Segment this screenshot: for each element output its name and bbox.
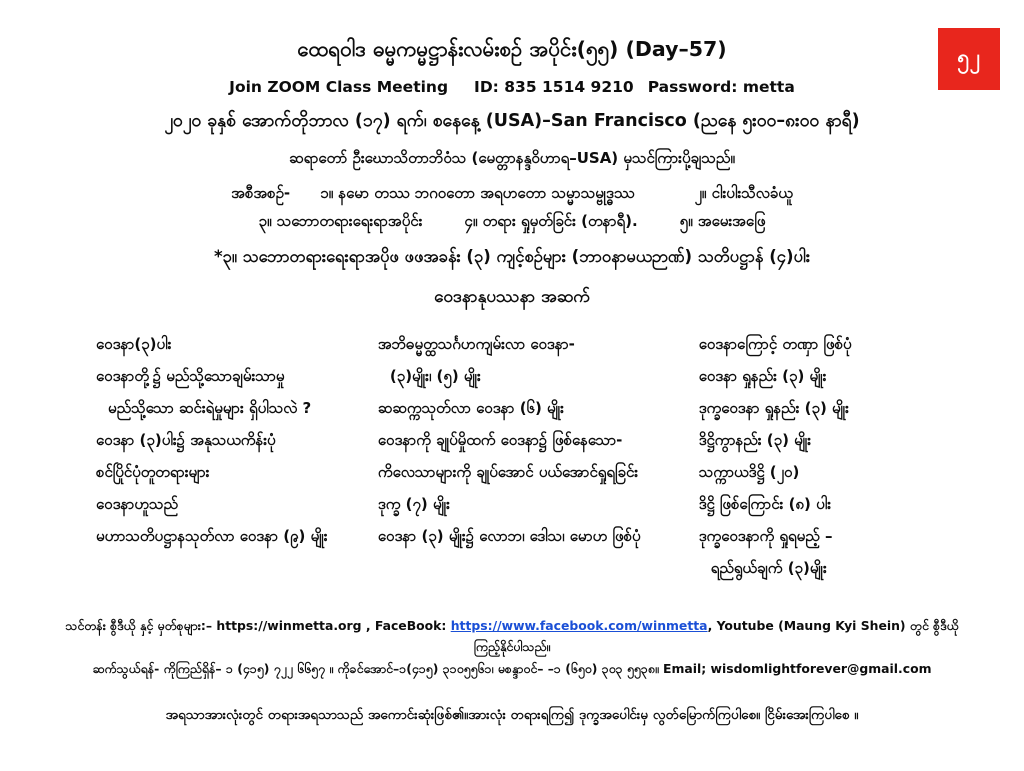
zoom-join-label: Join ZOOM Class Meeting [229, 77, 449, 96]
zoom-meeting-id: ID: 835 1514 9210 [474, 77, 634, 96]
list-item: မည်သို့သော ဆင်းရဲမှုများ ရှိပါသလဲ ? [108, 398, 312, 417]
list-item: ကိလေသာများကို ချုပ်အောင် ပယ်အောင်ရှုရခြင်း [377, 462, 639, 481]
zoom-password: Password: metta [647, 77, 795, 96]
list-item: ဒုက္ခဝေဒနာ ရှုနည်း (၃) မျိုး [698, 398, 849, 417]
list-item: ဆဆက္ကသုတ်လာ ဝေဒနာ (၆) မျိုး [377, 398, 564, 417]
agenda-item-5: ၅။ အမေးအဖြေ [679, 211, 766, 230]
agenda-item-2: ၂။ ငါးပါးသီလခံယူ [694, 183, 793, 202]
dateline: ၂၀၂၀ ခုနှစ် အောက်တိုဘာလ (၁၇) ရက်၊ စနေနေ့ (USA)–San Francisco (ညနေ ၅း၀၀–၈း၀၀ နာရီ) [164, 110, 860, 131]
list-item: ဝေဒနာ (၃)ပါး၌ အနုသယကိန်းပုံ [96, 430, 276, 449]
list-item: မဟာသတိပဋ္ဌာနသုတ်လာ ဝေဒနာ (၉) မျိုး [96, 526, 328, 545]
list-item: အဘိဓမ္မတ္ထသင်္ဂဟကျမ်းလာ ဝေဒနာ- [377, 334, 575, 353]
list-item: ဝေဒနာဟူသည် [96, 494, 179, 513]
closing-line: အရသာအားလုံးတွင် တရားအရသာသည် အကောင်းဆုံးဖြစ်၏။အားလုံး တရားရကြ၍ ဒုက္ခအပေါင်းမှ လွတ်မြောက်ကြပါစေ။ ငြိမ်းအေးကြပါစေ ။ [165, 706, 859, 723]
list-item: ဒိဋ္ဌိကွာနည်း (၃) မျိုး [698, 430, 812, 449]
list-item: ဝေဒနာ (၃) မျိုး၌ လောဘ၊ ဒေါသ၊ မောဟ ဖြစ်ပုံ [377, 526, 641, 545]
list-item: ဒုက္ခဝေဒနာကို ရှုရမည့် – [698, 526, 833, 545]
topic-heading: *၃။ သဘောတရားရေးရာအပိုဖ ဖဖအခန်း (၃) ကျင့်စဉ်များ (ဘာဝနာမယဉာဏ်) သတိပဋ္ဌာန် (၄)ပါး [213, 246, 811, 266]
list-item: ဝေဒနာကြောင့် တဏှာ ဖြစ်ပုံ [698, 334, 852, 353]
agenda-block [0, 183, 1024, 230]
facebook-link[interactable]: https://www.facebook.com/winmetta [450, 617, 708, 633]
list-item: ဒုက္ခ (၇) မျိုး [377, 494, 450, 513]
footer-line-2: ဆက်သွယ်ရန်- ကိုကြည်ရှိန်– ၁ (၄၁၅) ၇၂၂ ၆၆၅၇ ။ ကိုခင်အောင်–၁(၄၁၅) ၃၁၀၅၅၆၁၊ မစန္ဒာ၀င်– –၁ (၆၅၀) ၃၀၃ ၅၅၃၈။ Email; wisdomlightforever@gmail.com [92, 661, 932, 677]
column-2 [377, 334, 699, 593]
list-item: စင်ပြိုင်ပုံတူတရားများ [96, 462, 210, 481]
agenda-row-2 [0, 211, 1024, 230]
list-item: သက္ကာယဒိဋ္ဌိ (၂၀) [698, 462, 800, 481]
list-item: ဝေဒနာ(၃)ပါး [96, 334, 172, 353]
teacher-line: ဆရာတော် ဦးဃောသိတာဘိဝံသ (မေတ္တာနန္ဒဝိဟာရ–USA) မှသင်ကြားပို့ချသည်။ [289, 148, 735, 167]
content-columns [0, 334, 1024, 593]
agenda-item-3: ၃။ သဘောတရားရေးရာအပိုင်း [258, 211, 423, 230]
agenda-item-1: ၁။ နမော တဿ ဘဂဝတော အရဟတော သမ္မာသမ္ဗုဒ္ဓဿ [320, 183, 635, 202]
agenda-item-4: ၄။ တရား ရှုမှတ်ခြင်း (တနာရီ). [464, 211, 638, 230]
column-3 [698, 334, 932, 593]
footer-links-prefix: သင်တန်း စွီဒီယို နှင့် မှတ်စုများ:– https://winmetta.org , FaceBook: [65, 617, 451, 633]
list-item: ဝေဒနာကို ချုပ်မှိုထက် ဝေဒနာ၌ ဖြစ်နေသော- [377, 430, 623, 449]
footer-links-suffix: , Youtube (Maung Kyi Shein) တွင် စွီဒီယို ကြည့်နိုင်ပါသည်။ [473, 617, 959, 655]
list-item: ဝေဒနာ ရှုနည်း (၃) မျိုး [698, 366, 827, 385]
list-item: ဝေဒနာတို့၌ မည်သို့သောချမ်းသာမှု [96, 366, 285, 385]
footer [0, 615, 1024, 680]
agenda-label: အစီအစဉ်- [231, 183, 291, 202]
page-number-badge: ၅၂ [938, 28, 1000, 90]
footer-line-1 [62, 615, 962, 658]
list-item: ရည်ရွယ်ချက် (၃)မျိုး [710, 558, 827, 577]
list-item: (၃)မျိုး၊ (၅) မျိုး [389, 366, 481, 385]
agenda-row-1 [0, 183, 1024, 202]
zoom-meeting-line [0, 78, 1024, 96]
section-heading: ဝေဒနာနုပဿနာ အဆက် [434, 286, 590, 307]
page-title: ထေရဝါဒ ဓမ္မကမ္မဋ္ဌာန်းလမ်းစဉ် အပိုင်း(၅၅) (Day–57) [297, 37, 727, 61]
column-1 [96, 334, 378, 593]
list-item: ဒိဋ္ဌိ ဖြစ်ကြောင်း (၈) ပါး [698, 494, 832, 513]
